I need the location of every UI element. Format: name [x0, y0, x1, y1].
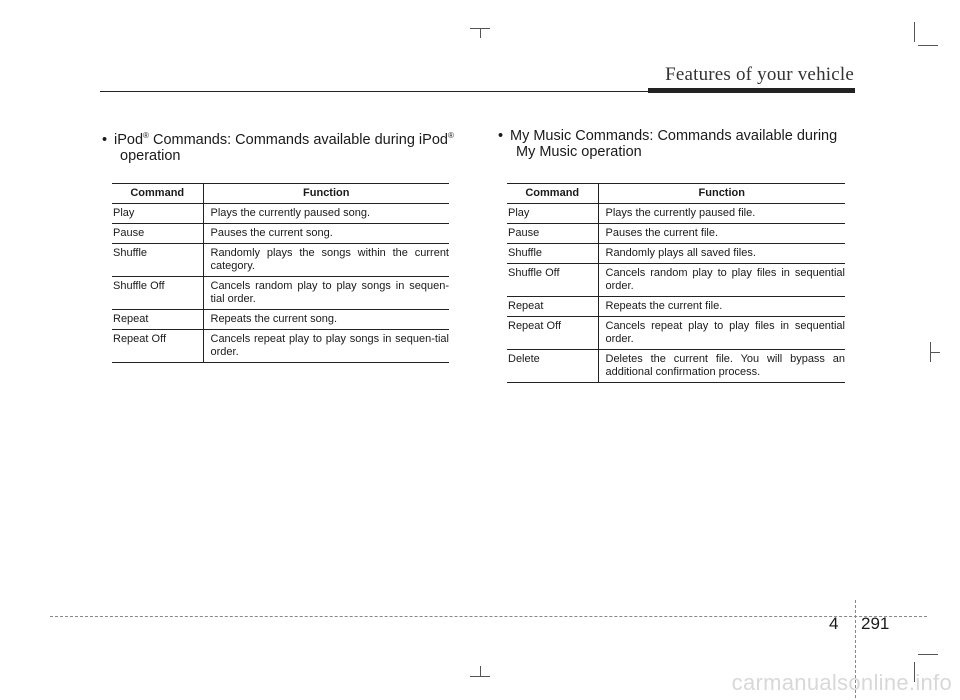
command-cell: Delete: [507, 350, 598, 383]
crop-mark-top-right-h: [918, 45, 938, 46]
crop-mark-top-center-v: [480, 28, 481, 38]
function-cell: Deletes the current file. You will bypass an additional confirmation process.: [598, 350, 845, 383]
command-cell: Shuffle Off: [507, 264, 598, 297]
column-header-command: Command: [507, 184, 598, 204]
command-cell: Pause: [507, 224, 598, 244]
function-cell: Cancels random play to play songs in sequen-tial order.: [203, 277, 449, 310]
function-cell: Pauses the current song.: [203, 224, 449, 244]
command-cell: Play: [112, 204, 203, 224]
table-row: [112, 204, 449, 224]
bullet: •: [102, 131, 108, 148]
watermark: carmanualsonline.info: [731, 670, 952, 695]
crop-mark-bottom-center-h: [470, 676, 490, 677]
column-header-function: Function: [203, 184, 449, 204]
page-number: 291: [861, 614, 890, 633]
table-row: [507, 224, 845, 244]
chapter-number: 4: [829, 614, 839, 633]
page-header-title: Features of your vehicle: [665, 64, 854, 85]
command-cell: Pause: [112, 224, 203, 244]
crop-mark-bottom-center-v: [480, 666, 481, 676]
function-cell: Cancels random play to play files in sequential order.: [598, 264, 845, 297]
crop-mark-bottom-right-h: [918, 654, 938, 655]
command-cell: Shuffle: [112, 244, 203, 277]
table-row: [112, 224, 449, 244]
footer-dashed-rule: [50, 616, 927, 617]
table-row: [507, 264, 845, 297]
my-music-section-heading: • My Music Commands: Commands available during My Music operation: [498, 128, 838, 160]
function-cell: Cancels repeat play to play files in sequential order.: [598, 317, 845, 350]
command-cell: Shuffle Off: [112, 277, 203, 310]
table-row: [112, 330, 449, 363]
function-cell: Pauses the current file.: [598, 224, 845, 244]
table-row: [507, 297, 845, 317]
header-rule: [100, 91, 648, 92]
function-cell: Cancels repeat play to play songs in sequen-tial order.: [203, 330, 449, 363]
table-row: [112, 244, 449, 277]
bullet: •: [498, 128, 504, 144]
table-row: [507, 204, 845, 224]
ipod-section-heading: • iPod® Commands: Commands available during iPod® operation: [102, 131, 454, 164]
command-cell: Play: [507, 204, 598, 224]
function-cell: Plays the currently paused file.: [598, 204, 845, 224]
crop-mark-top-right-v: [914, 22, 915, 42]
column-header-function: Function: [598, 184, 845, 204]
command-cell: Repeat Off: [112, 330, 203, 363]
table-row: [507, 244, 845, 264]
command-cell: Shuffle: [507, 244, 598, 264]
function-cell: Randomly plays all saved files.: [598, 244, 845, 264]
function-cell: Randomly plays the songs within the current category.: [203, 244, 449, 277]
header-rule-accent: [648, 88, 855, 93]
function-cell: Plays the currently paused song.: [203, 204, 449, 224]
table-header-row: [112, 184, 449, 204]
table-row: [507, 350, 845, 383]
column-header-command: Command: [112, 184, 203, 204]
function-cell: Repeats the current file.: [598, 297, 845, 317]
table-row: [507, 317, 845, 350]
my-music-commands-table: [507, 183, 845, 383]
table-header-row: [507, 184, 845, 204]
command-cell: Repeat: [507, 297, 598, 317]
function-cell: Repeats the current song.: [203, 310, 449, 330]
command-cell: Repeat Off: [507, 317, 598, 350]
table-row: [112, 277, 449, 310]
table-row: [112, 310, 449, 330]
command-cell: Repeat: [112, 310, 203, 330]
crop-mark-right-center-h: [930, 352, 940, 353]
ipod-commands-table: [112, 183, 449, 363]
